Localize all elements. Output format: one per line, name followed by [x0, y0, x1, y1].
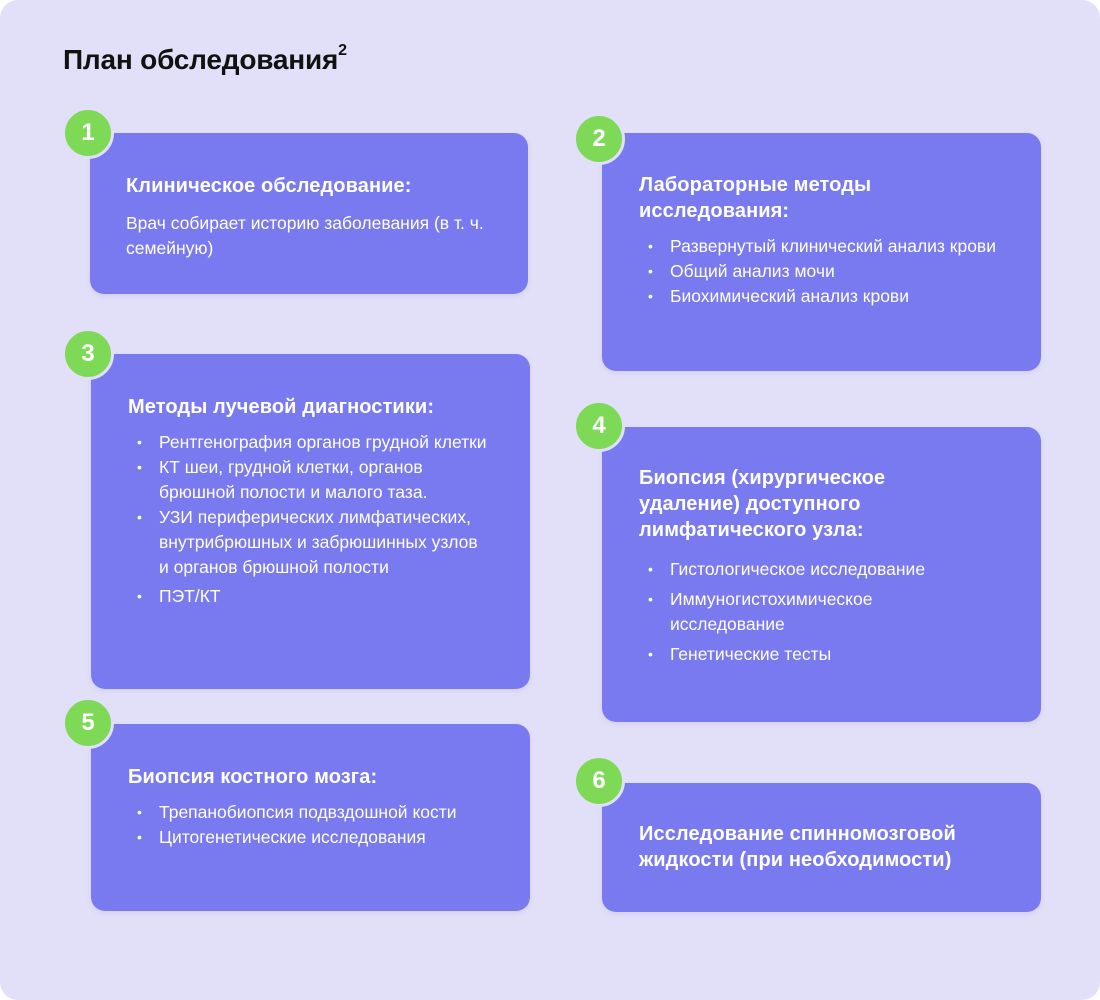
step-title: Биопсия костного мозга:	[128, 766, 378, 788]
step-number-badge: 3	[62, 328, 114, 380]
step-item-list	[639, 234, 1005, 309]
step-item-list	[639, 557, 1005, 667]
step-card-clinical-exam	[90, 133, 528, 294]
step-item-list	[128, 430, 494, 609]
step-title: Методы лучевой диагностики:	[128, 396, 435, 418]
step-card-radiology	[91, 354, 530, 689]
step-title: Клиническое обследование:	[126, 175, 412, 197]
step-list-item: • УЗИ периферических лимфатических, внутрибрюшных и забрюшинных узлов и органов брюшной полости	[128, 505, 479, 580]
step-number-badge: 1	[62, 107, 114, 159]
step-number-badge: 2	[573, 113, 625, 165]
footnote-marker: 2	[338, 41, 347, 59]
step-card-lab-tests	[602, 133, 1041, 371]
step-item-list	[128, 800, 494, 850]
page-title	[63, 41, 347, 76]
step-title: Лабораторные методы исследования:	[639, 174, 872, 222]
step-description: Врач собирает историю заболевания (в т. ч. семейную)	[126, 213, 484, 258]
step-card-bone-marrow-biopsy	[91, 724, 530, 911]
step-number-badge: 6	[573, 755, 625, 807]
page-title-text: План обследования	[63, 44, 339, 75]
step-number-badge: 5	[62, 697, 114, 749]
step-list-item: • Биохимический анализ крови	[639, 284, 1005, 309]
step-list-item: • Трепанобиопсия подвздошной кости	[128, 800, 459, 825]
step-list-item: • Общий анализ мочи	[639, 259, 1005, 284]
step-title: Исследование спинномозговой жидкости (при необходимости)	[639, 823, 956, 871]
step-card-csf-exam	[602, 783, 1041, 912]
step-list-item: • Рентгенография органов грудной клетки	[128, 430, 489, 455]
step-card-lymph-node-biopsy	[602, 427, 1041, 722]
step-list-item: • Генетические тесты	[639, 642, 1005, 667]
step-number-badge: 4	[573, 400, 625, 452]
step-list-item: • ПЭТ/КТ	[128, 584, 494, 609]
step-list-item: • КТ шеи, грудной клетки, органов брюшной полости и малого таза.	[128, 455, 484, 505]
step-list-item: • Развернутый клинический анализ крови	[639, 234, 1000, 259]
step-title: Биопсия (хирургическое удаление) доступного лимфатического узла:	[639, 467, 886, 541]
step-list-item: • Иммуногистохимическое исследование	[639, 587, 920, 637]
step-list-item: • Цитогенетические исследования	[128, 825, 494, 850]
step-list-item: • Гистологическое исследование	[639, 557, 1005, 582]
